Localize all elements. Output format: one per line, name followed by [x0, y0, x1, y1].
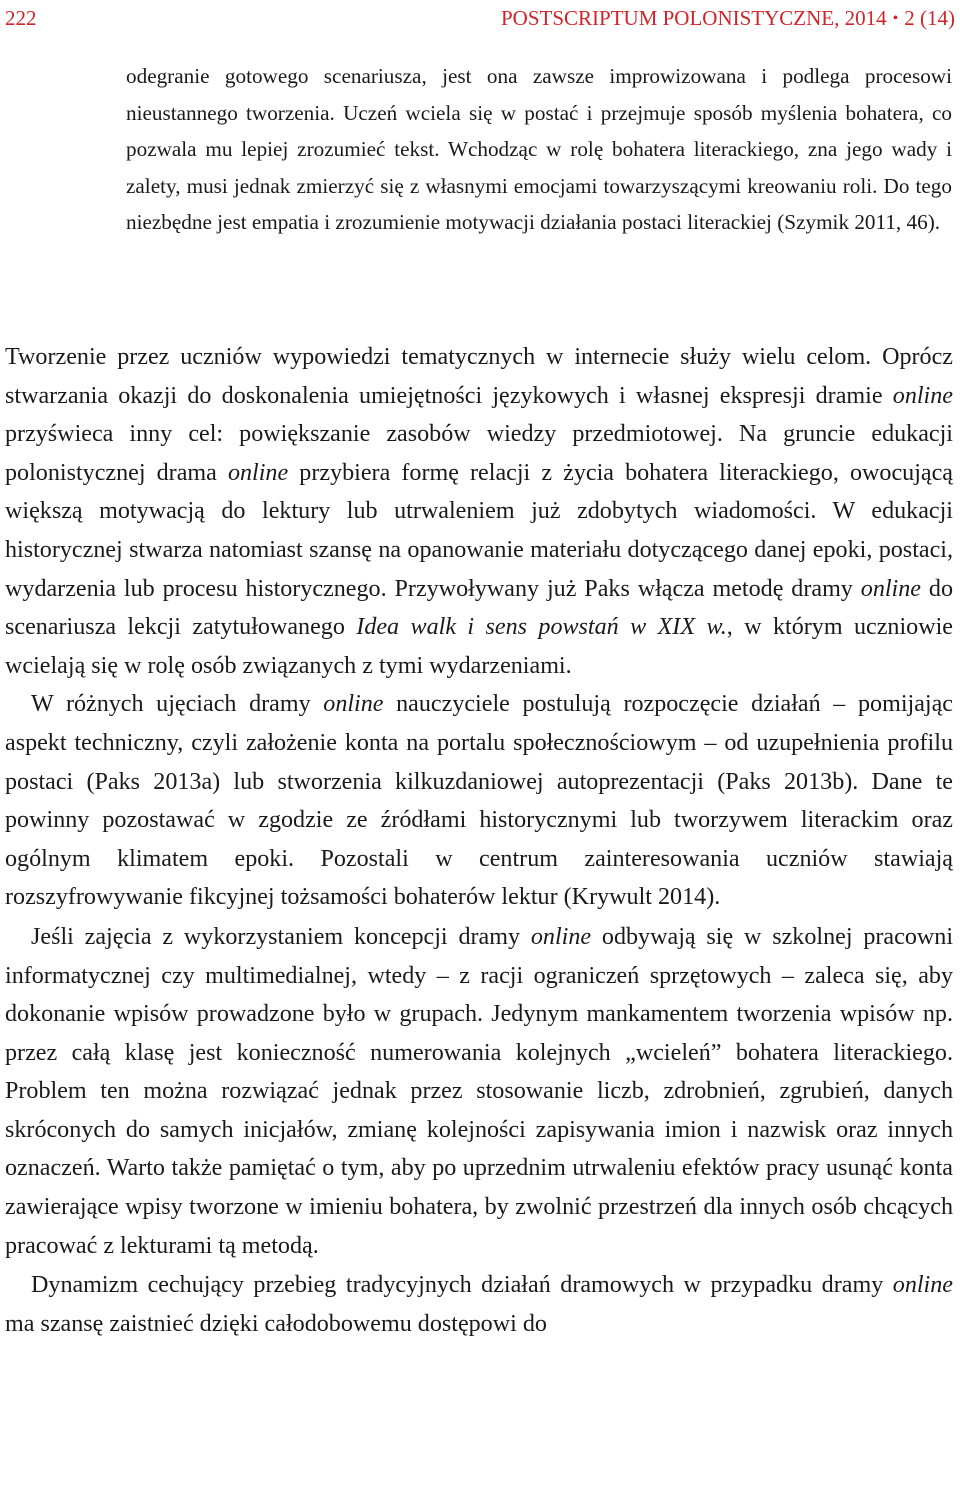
journal-title: POSTSCRIPTUM POLONISTYCZNE, 2014: [501, 6, 887, 30]
body-paragraph: W różnych ujęciach dramy online nauczyciele postulują rozpoczęcie działań – pomijając aspekt techniczny, czyli założenie konta na portalu społecznościowym – od uzupełnienia profilu postaci (Paks 2013a) lub stworzenia kilkuzdaniowej autoprezentacji (Paks 2013b). Dane te powinny pozostawać w zgodzie ze źródłami historycznymi lub tworzywem literackim oraz ogólnym klimatem epoki. Pozostali w centrum zainteresowania uczniów stawiają rozszyfrowywanie fikcyjnej tożsamości bohaterów lektur (Krywult 2014).: [5, 691, 953, 911]
running-header: [5, 2, 955, 34]
body-text: [5, 338, 953, 1343]
journal-issue: 2 (14): [904, 6, 955, 30]
body-paragraph: Jeśli zajęcia z wykorzystaniem koncepcji dramy online odbywają się w szkolnej pracowni informatycznej czy multimedialnej, wtedy – z racji ograniczeń sprzętowych – zaleca się, aby dokonanie wpisów prowadzone było w grupach. Jedynym mankamentem tworzenia wpisów np. przez całą klasę jest konieczność numerowania kolejnych „wcieleń” bohatera literackiego. Problem ten można rozwiązać jednak przez stosowanie liczb, zdrobnień, zgrubień, danych skróconych do samych inicjałów, zmianę kolejności zapisywania imion i nazwisk oraz innych oznaczeń. Warto także pamiętać o tym, aby po uprzednim utrwaleniu efektów pracy usunąć konta zawierające wpisy tworzone w imieniu bohatera, by zwolnić przestrzeń dla innych osób chcących pracować z lekturami tą metodą.: [5, 923, 954, 1259]
body-paragraph: Tworzenie przez uczniów wypowiedzi tematycznych w internecie służy wielu celom. Oprócz stwarzania okazji do doskonalenia umiejętności językowych i własnej ekspresji dramie online przyświeca inny cel: powiększanie zasobów wiedzy przedmiotowej. Na gruncie edukacji polonistycznej drama online przybiera formę relacji z życia bohatera literackiego, owocującą większą motywacją do lektury lub utrwaleniem już zdobytych wiadomości. W edukacji historycznej stwarza natomiast szansę na opanowanie materiału dotyczącego danej epoki, postaci, wydarzenia lub procesu historycznego. Przywoływany już Paks włącza metodę dramy online do scenariusza lekcji zatytułowanego Idea walk i sens powstań w XIX w., w którym uczniowie wcielają się w rolę osób związanych z tymi wydarzeniami.: [5, 344, 953, 679]
body-paragraph: Dynamizm cechujący przebieg tradycyjnych działań dramowych w przypadku dramy online ma szansę zaistnieć dzięki całodobowemu dostępowi do: [5, 1272, 953, 1337]
journal-header: [501, 2, 955, 35]
block-quote: [126, 58, 952, 241]
quote-paragraph: odegranie gotowego scenariusza, jest ona zawsze improwizowana i podlega procesowi nieustannego tworzenia. Uczeń wciela się w postać i przejmuje sposób myślenia bohatera, co pozwala mu lepiej zrozumieć tekst. Wchodząc w rolę bohatera literackiego, zna jego wady i zalety, musi jednak zmierzyć się z własnymi emocjami towarzyszącymi kreowaniu roli. Do tego niezbędne jest empatia i zrozumienie motywacji działania postaci literackiej (Szymik 2011, 46).: [126, 64, 952, 235]
bullet-separator: •: [892, 10, 899, 27]
page-number: 222: [5, 6, 37, 30]
